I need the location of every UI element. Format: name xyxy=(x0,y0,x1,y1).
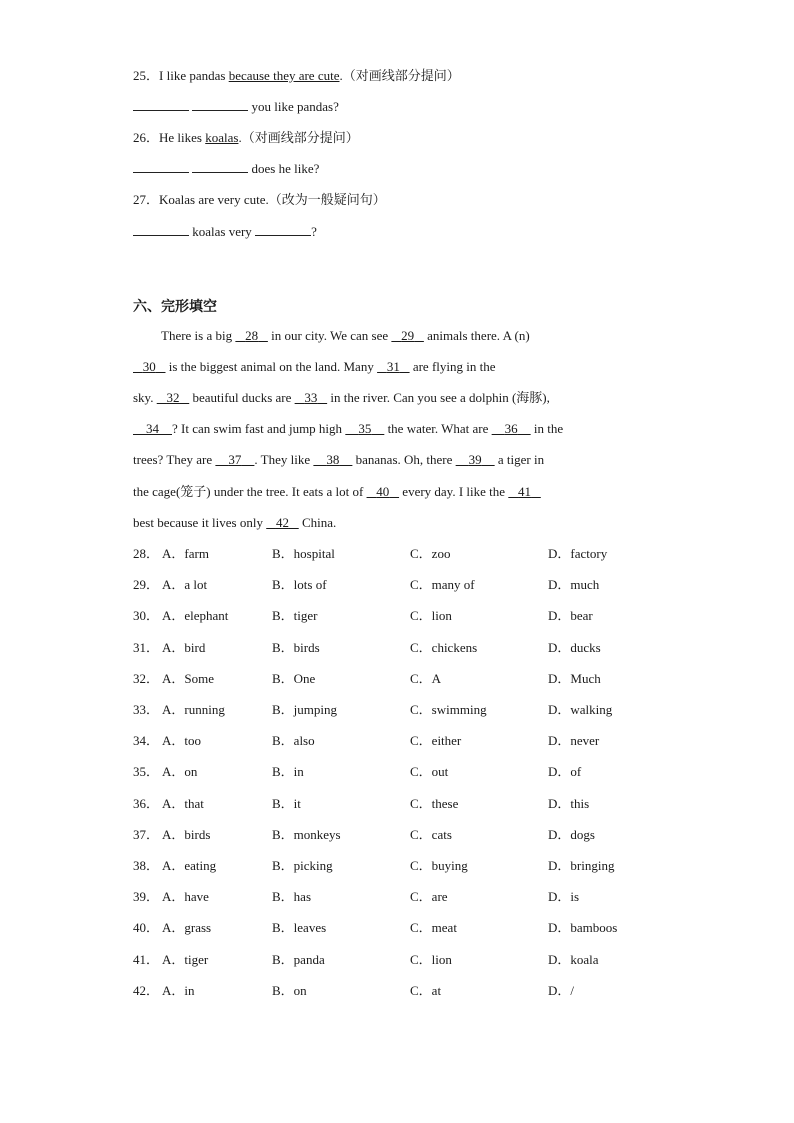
underlined-phrase: because they are cute xyxy=(228,68,340,83)
option-d[interactable]: D．walking xyxy=(548,702,613,717)
option-c[interactable]: C．meat xyxy=(410,920,457,936)
question-25 xyxy=(133,67,460,85)
option-number: 31． xyxy=(133,639,160,655)
option-c[interactable]: C．many of xyxy=(410,577,475,593)
passage-line-3 xyxy=(133,389,550,407)
passage-text: the water. What are xyxy=(384,421,492,436)
option-c[interactable]: C．cats xyxy=(410,826,452,842)
cloze-blank-39[interactable] xyxy=(456,452,495,467)
option-a[interactable]: A．bird xyxy=(162,639,206,655)
option-number: 39． xyxy=(133,889,160,905)
option-number: 42． xyxy=(133,982,160,998)
option-a[interactable]: A．grass xyxy=(162,920,212,936)
option-c[interactable]: C．out xyxy=(410,764,449,780)
passage-line-5 xyxy=(133,451,544,469)
passage-text: best because it lives only xyxy=(133,515,267,530)
cloze-blank-42[interactable] xyxy=(266,515,299,530)
option-b[interactable]: B．in xyxy=(272,764,304,780)
option-number: 36． xyxy=(133,795,160,811)
option-c[interactable]: C．zoo xyxy=(410,546,451,561)
option-c[interactable]: C．either xyxy=(410,733,462,749)
option-c[interactable]: C．lion xyxy=(410,608,452,624)
answer-blank[interactable] xyxy=(133,223,189,236)
passage-line-4 xyxy=(133,420,563,438)
option-a[interactable]: A．too xyxy=(162,733,202,749)
option-c[interactable]: C．these xyxy=(410,795,459,811)
passage-text: in the xyxy=(530,421,564,436)
option-b[interactable]: B．lots of xyxy=(272,577,327,593)
passage-text: every day. I like the xyxy=(399,484,509,499)
passage-text: is the biggest animal on the land. Many xyxy=(165,359,378,374)
answer-text: koalas very xyxy=(189,224,256,239)
blank-number: 38 xyxy=(326,452,340,467)
option-number: 37． xyxy=(133,826,160,842)
option-number: 28． xyxy=(133,546,160,561)
option-d[interactable]: D．ducks xyxy=(548,639,601,655)
option-a[interactable]: A．running xyxy=(162,702,225,717)
answer-text: does he like? xyxy=(248,161,320,176)
passage-text: animals there. A (n) xyxy=(423,328,530,343)
blank-number: 29 xyxy=(401,328,415,343)
passage-line-6 xyxy=(133,483,541,501)
cloze-blank-33[interactable] xyxy=(295,390,328,405)
option-b[interactable]: B．has xyxy=(272,889,312,905)
blank-number: 39 xyxy=(468,452,482,467)
passage-text: are flying in the xyxy=(409,359,496,374)
option-b[interactable]: B．leaves xyxy=(272,920,327,936)
option-number: 33． xyxy=(133,702,160,717)
option-number: 35． xyxy=(133,764,160,780)
passage-text: trees? They are xyxy=(133,452,216,467)
answer-blank[interactable] xyxy=(133,98,189,111)
answer-text: you like pandas? xyxy=(248,99,339,114)
option-a[interactable]: A．in xyxy=(162,982,195,998)
blank-number: 35 xyxy=(358,421,372,436)
passage-text: the cage(笼子) under the tree. It eats a lot of xyxy=(133,484,367,499)
cloze-blank-36[interactable] xyxy=(492,421,531,436)
passage-text: in our city. We can see xyxy=(267,328,392,343)
option-b[interactable]: B．picking xyxy=(272,858,333,873)
instruction: .（对画线部分提问） xyxy=(339,68,460,83)
passage-text: . They like xyxy=(254,452,314,467)
option-a[interactable]: A．that xyxy=(162,795,204,811)
section-title: 六、完形填空 xyxy=(133,299,217,315)
question-text: He likes xyxy=(159,130,206,145)
option-a[interactable]: A．elephant xyxy=(162,608,229,624)
passage-line-1 xyxy=(161,327,530,345)
option-b[interactable]: B．birds xyxy=(272,639,320,655)
option-a[interactable]: A．tiger xyxy=(162,951,209,967)
blank-number: 42 xyxy=(275,515,289,530)
option-b[interactable]: B．panda xyxy=(272,951,325,967)
question-text: I like pandas xyxy=(159,68,229,83)
answer-blank[interactable] xyxy=(133,160,189,173)
option-a[interactable]: A．Some xyxy=(162,670,215,686)
passage-text: ? It can swim fast and jump high xyxy=(172,421,346,436)
blank-number: 30 xyxy=(142,359,156,374)
instruction: .（对画线部分提问） xyxy=(238,130,359,145)
blank-number: 37 xyxy=(228,452,242,467)
cloze-blank-32[interactable] xyxy=(157,390,190,405)
passage-text: sky. xyxy=(133,390,157,405)
option-d[interactable]: D．bringing xyxy=(548,858,615,873)
option-d[interactable]: D．is xyxy=(548,889,580,905)
cloze-blank-40[interactable] xyxy=(367,484,400,499)
cloze-blank-30[interactable] xyxy=(133,359,166,374)
option-a[interactable]: A．a lot xyxy=(162,577,208,593)
answer-blank[interactable] xyxy=(192,98,248,111)
passage-text: beautiful ducks are xyxy=(189,390,295,405)
cloze-blank-41[interactable] xyxy=(508,484,541,499)
option-d[interactable]: D．of xyxy=(548,764,582,780)
option-d[interactable]: D．dogs xyxy=(548,826,595,842)
option-d[interactable]: D．this xyxy=(548,795,590,811)
blank-number: 34 xyxy=(146,421,159,436)
option-c[interactable]: C．lion xyxy=(410,951,452,967)
option-a[interactable]: A．have xyxy=(162,889,209,905)
question-26 xyxy=(133,129,359,147)
option-number: 32． xyxy=(133,670,160,686)
option-number: 34． xyxy=(133,733,160,749)
option-a[interactable]: A．birds xyxy=(162,826,211,842)
cloze-blank-38[interactable] xyxy=(313,452,352,467)
answer-blank[interactable] xyxy=(192,160,248,173)
blank-number: 32 xyxy=(166,390,180,405)
option-a[interactable]: A．on xyxy=(162,764,198,780)
answer-blank[interactable] xyxy=(255,223,311,236)
option-a[interactable]: A．farm xyxy=(162,546,209,561)
cloze-blank-35[interactable] xyxy=(345,421,384,436)
option-number: 30． xyxy=(133,608,160,624)
option-d[interactable]: D．much xyxy=(548,577,600,593)
option-a[interactable]: A．eating xyxy=(162,858,217,873)
option-c[interactable]: C．buying xyxy=(410,858,468,873)
underlined-phrase: koalas xyxy=(205,130,239,145)
passage-text: bananas. Oh, there xyxy=(352,452,456,467)
blank-number: 31 xyxy=(386,359,400,374)
option-number: 29． xyxy=(133,577,160,593)
option-c[interactable]: C．A xyxy=(410,670,442,686)
option-b[interactable]: B．it xyxy=(272,795,301,811)
passage-line-7 xyxy=(133,514,336,532)
cloze-blank-37[interactable] xyxy=(215,452,254,467)
option-b[interactable]: B．on xyxy=(272,982,307,998)
option-b[interactable]: B．tiger xyxy=(272,608,318,624)
cloze-blank-28[interactable] xyxy=(235,328,268,343)
answer-line-27 xyxy=(133,223,317,241)
option-d[interactable]: D．/ xyxy=(548,982,575,998)
question-27 xyxy=(133,191,386,209)
passage-line-2 xyxy=(133,358,496,376)
option-c[interactable]: C．chickens xyxy=(410,639,478,655)
blank-number: 41 xyxy=(518,484,532,499)
option-d[interactable]: D．koala xyxy=(548,951,599,967)
option-b[interactable]: B．jumping xyxy=(272,702,338,717)
option-c[interactable]: C．at xyxy=(410,982,442,998)
option-number: 41． xyxy=(133,951,160,967)
blank-number: 36 xyxy=(504,421,518,436)
option-c[interactable]: C．are xyxy=(410,889,448,905)
option-b[interactable]: B．One xyxy=(272,670,316,686)
question-text: Koalas are very cute.（改为一般疑问句） xyxy=(159,192,386,207)
answer-text: ? xyxy=(311,224,317,239)
blank-number: 33 xyxy=(304,390,318,405)
option-d[interactable]: D．Much xyxy=(548,670,601,686)
answer-line-26 xyxy=(133,160,319,178)
option-d[interactable]: D．bamboos xyxy=(548,920,618,936)
blank-number: 40 xyxy=(376,484,390,499)
cloze-blank-29[interactable] xyxy=(391,328,424,343)
option-number: 38． xyxy=(133,858,160,873)
question-number: 25． xyxy=(133,68,160,83)
option-b[interactable]: B．hospital xyxy=(272,546,335,561)
option-b[interactable]: B．also xyxy=(272,733,315,749)
option-d[interactable]: D．bear xyxy=(548,608,593,624)
passage-text: in the river. Can you see a dolphin (海豚), xyxy=(327,390,550,405)
cloze-blank-34[interactable] xyxy=(133,421,172,436)
option-c[interactable]: C．swimming xyxy=(410,702,487,717)
blank-number: 28 xyxy=(245,328,259,343)
question-number: 26． xyxy=(133,130,160,145)
option-b[interactable]: B．monkeys xyxy=(272,826,341,842)
cloze-blank-31[interactable] xyxy=(377,359,410,374)
passage-text: a tiger in xyxy=(494,452,545,467)
answer-line-25 xyxy=(133,98,339,116)
question-number: 27． xyxy=(133,192,160,207)
passage-text: There is a big xyxy=(161,328,236,343)
option-number: 40． xyxy=(133,920,160,936)
option-d[interactable]: D．never xyxy=(548,733,600,749)
passage-text: China. xyxy=(298,515,337,530)
option-d[interactable]: D．factory xyxy=(548,546,608,561)
